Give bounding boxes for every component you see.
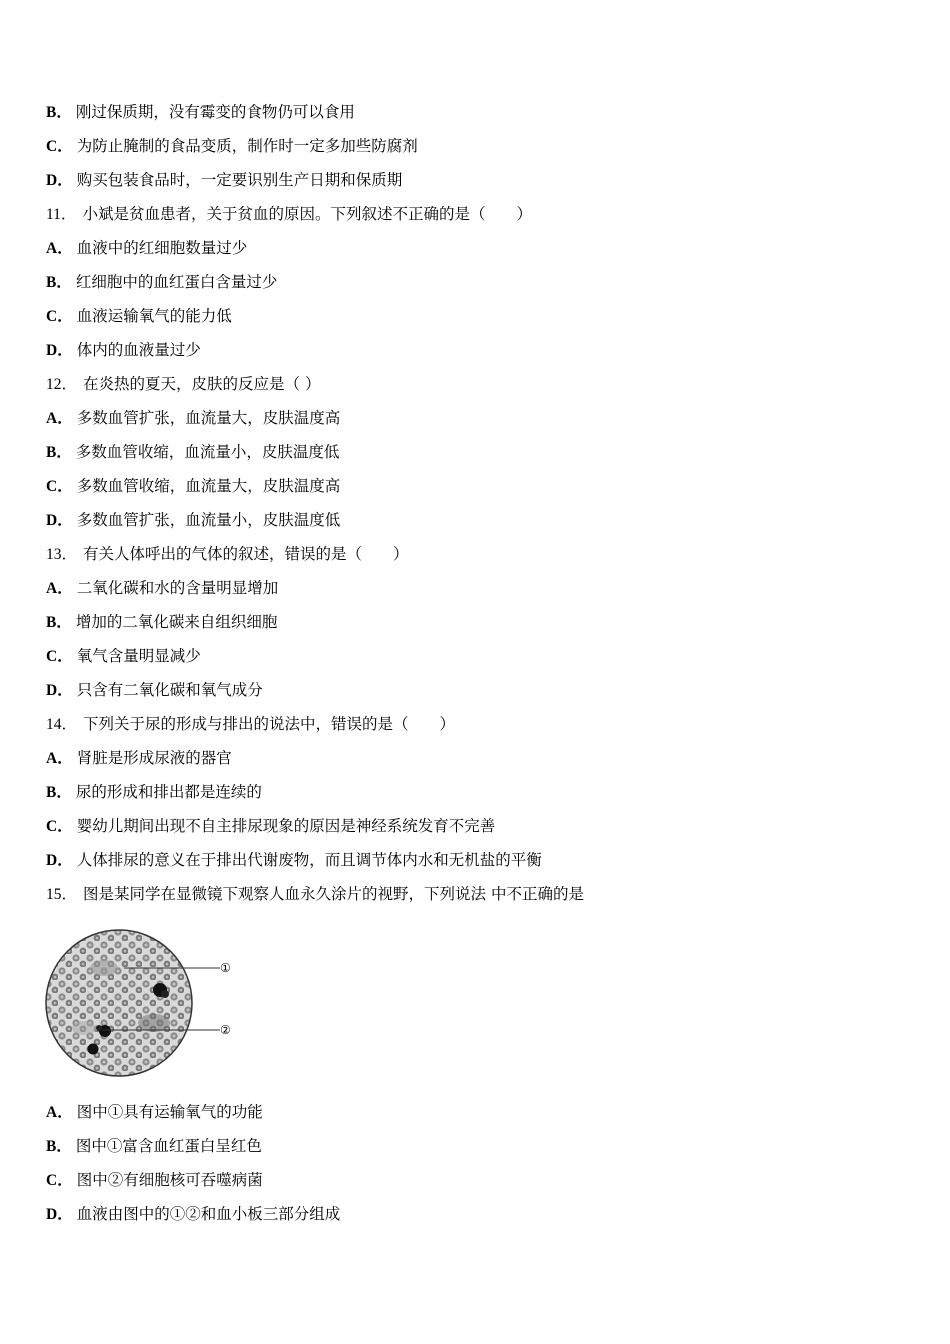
option-a: A． 肾脏是形成尿液的器官 xyxy=(46,749,232,767)
option-a: A． 图中①具有运输氧气的功能 xyxy=(46,1103,263,1121)
option-d: D． 购买包装食品时，一定要识别生产日期和保质期 xyxy=(46,171,403,189)
option-d: D． 只含有二氧化碳和氧气成分 xyxy=(46,681,263,699)
figure-label-1: ① xyxy=(220,961,231,975)
option-b: B． 多数血管收缩，血流量小，皮肤温度低 xyxy=(46,443,340,461)
option-b: B． 刚过保质期，没有霉变的食物仍可以食用 xyxy=(46,103,355,121)
option-b: B． 图中①富含血红蛋白呈红色 xyxy=(46,1137,262,1155)
option-a: A． 二氧化碳和水的含量明显增加 xyxy=(46,579,279,597)
option-d: D． 人体排尿的意义在于排出代谢废物，而且调节体内水和无机盐的平衡 xyxy=(46,851,542,869)
option-c: C． 婴幼儿期间出现不自主排尿现象的原因是神经系统发育不完善 xyxy=(46,817,496,835)
option-d: D． 多数血管扩张，血流量小，皮肤温度低 xyxy=(46,511,341,529)
option-b: B． 红细胞中的血红蛋白含量过少 xyxy=(46,273,278,291)
option-c: C． 为防止腌制的食品变质，制作时一定多加些防腐剂 xyxy=(46,137,418,155)
option-b: B． 尿的形成和排出都是连续的 xyxy=(46,783,262,801)
option-a: A． 多数血管扩张，血流量大，皮肤温度高 xyxy=(46,409,341,427)
blood-smear-field xyxy=(44,928,194,1078)
question-14-stem: 14． 下列关于尿的形成与排出的说法中，错误的是（ ） xyxy=(46,715,456,733)
question-12-stem: 12． 在炎热的夏天，皮肤的反应是（ ） xyxy=(46,375,321,393)
option-d: D． 体内的血液量过少 xyxy=(46,341,201,359)
white-blood-cell xyxy=(88,1044,99,1055)
option-c: C． 血液运输氧气的能力低 xyxy=(46,307,232,325)
microscope-field-figure xyxy=(44,928,239,1078)
option-d: D． 血液由图中的①②和血小板三部分组成 xyxy=(46,1205,341,1223)
option-c: C． 图中②有细胞核可吞噬病菌 xyxy=(46,1171,263,1189)
option-c: C． 多数血管收缩，血流量大，皮肤温度高 xyxy=(46,477,341,495)
option-a: A． 血液中的红细胞数量过少 xyxy=(46,239,248,257)
option-c: C． 氧气含量明显减少 xyxy=(46,647,201,665)
question-11-stem: 11． 小斌是贫血患者，关于贫血的原因。下列叙述不正确的是（ ） xyxy=(46,205,532,223)
question-15-stem: 15． 图是某同学在显微镜下观察人血永久涂片的视野，下列说法 中不正确的是 xyxy=(46,885,584,903)
option-b: B． 增加的二氧化碳来自组织细胞 xyxy=(46,613,278,631)
question-13-stem: 13． 有关人体呼出的气体的叙述，错误的是（ ） xyxy=(46,545,409,563)
figure-label-2: ② xyxy=(220,1023,231,1037)
